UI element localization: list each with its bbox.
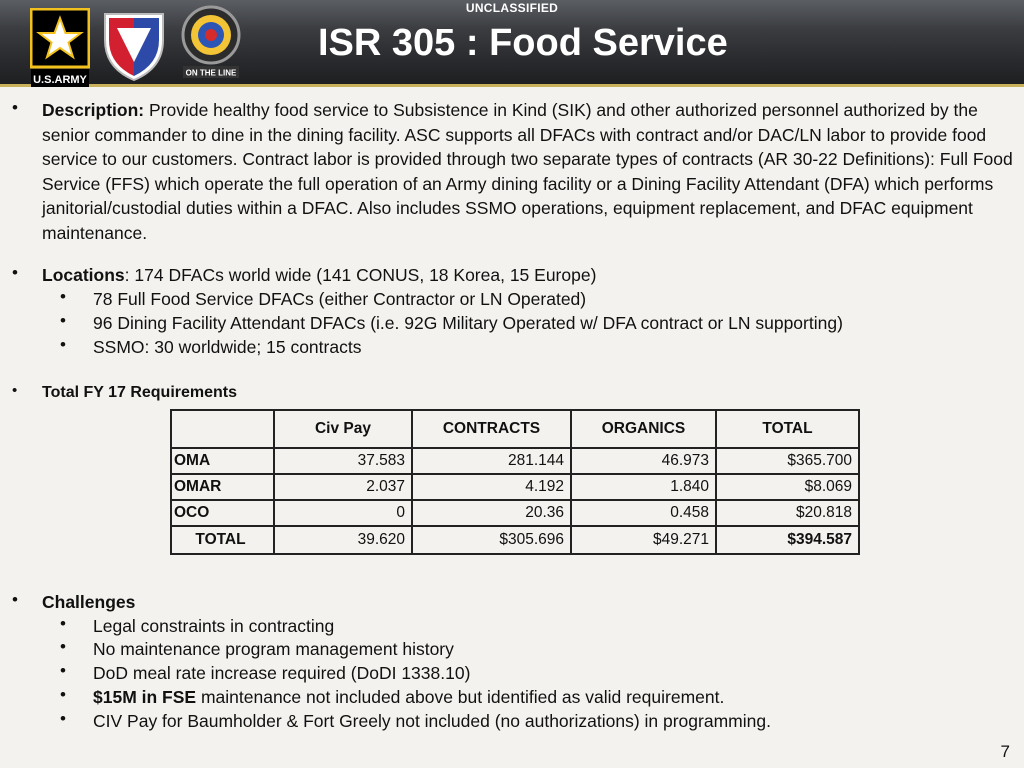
us-army-logo	[30, 8, 90, 88]
table-cell: 2.037	[274, 474, 412, 500]
bullet-icon: •	[60, 614, 66, 633]
bullet-icon: •	[12, 382, 18, 399]
table-cell: 46.973	[571, 448, 716, 474]
row-label: OCO	[171, 500, 274, 526]
page-title: ISR 305 : Food Service	[318, 22, 728, 64]
locations-label: Locations	[42, 265, 125, 285]
table-cell: 0	[274, 500, 412, 526]
command-shield-icon	[103, 10, 165, 82]
table-header-cell: ORGANICS	[571, 410, 716, 448]
locations-line	[42, 263, 1017, 288]
locations-text: : 174 DFACs world wide (141 CONUS, 18 Korea, 15 Europe)	[124, 265, 597, 285]
table-cell: $49.271	[571, 526, 716, 554]
row-label: OMA	[171, 448, 274, 474]
table-header-cell: Civ Pay	[274, 410, 412, 448]
table-header-cell: CONTRACTS	[412, 410, 571, 448]
bullet-icon: •	[60, 335, 66, 354]
table-cell: $8.069	[716, 474, 859, 500]
bullet-icon: •	[60, 709, 66, 728]
locations-item: 78 Full Food Service DFACs (either Contractor or LN Operated)	[93, 289, 587, 309]
header-bar	[0, 0, 1024, 87]
table-cell: 37.583	[274, 448, 412, 474]
requirements-table	[170, 409, 860, 555]
grand-total-cell: $394.587	[716, 526, 859, 554]
fse-text: maintenance not included above but identified as valid requirement.	[196, 687, 725, 707]
bullet-icon: •	[60, 311, 66, 330]
table-cell: $305.696	[412, 526, 571, 554]
bullet-icon: •	[60, 637, 66, 656]
bullet-icon: •	[60, 287, 66, 306]
asc-seal-icon	[180, 4, 242, 80]
bullet-icon: •	[12, 98, 18, 117]
table-header-cell: TOTAL	[716, 410, 859, 448]
fse-amount: $15M in FSE	[93, 687, 197, 707]
table-header-cell	[171, 410, 274, 448]
table-cell: 1.840	[571, 474, 716, 500]
requirements-label: Total FY 17 Requirements	[42, 384, 238, 401]
seal-text: ON THE LINE	[185, 68, 237, 78]
challenges-item-fse	[93, 685, 724, 709]
bullet-icon: •	[60, 685, 66, 704]
row-label: TOTAL	[171, 526, 274, 554]
table-total-row	[171, 526, 859, 554]
challenges-item: CIV Pay for Baumholder & Fort Greely not included (no authorizations) in programming.	[93, 711, 771, 731]
table-row	[171, 448, 859, 474]
bullet-icon: •	[60, 661, 66, 680]
table-cell: 20.36	[412, 500, 571, 526]
description-label: Description:	[42, 100, 145, 120]
page-number: 7	[1000, 742, 1010, 761]
challenges-item: DoD meal rate increase required (DoDI 1338.10)	[93, 663, 471, 683]
challenges-item: Legal constraints in contracting	[93, 616, 335, 636]
army-logo-text: U.S.ARMY	[33, 74, 87, 86]
challenges-label: Challenges	[42, 592, 136, 612]
table-header-row	[171, 410, 859, 448]
locations-item: SSMO: 30 worldwide; 15 contracts	[93, 337, 362, 357]
locations-item: 96 Dining Facility Attendant DFACs (i.e. 92G Military Operated w/ DFA contract or LN supporting)	[93, 313, 843, 333]
classification-banner: UNCLASSIFIED	[465, 1, 559, 15]
table-cell: 4.192	[412, 474, 571, 500]
table-row	[171, 500, 859, 526]
description-paragraph	[42, 98, 1017, 245]
bullet-icon: •	[12, 590, 18, 609]
table-cell: 281.144	[412, 448, 571, 474]
table-cell: 0.458	[571, 500, 716, 526]
challenges-item: No maintenance program management history	[93, 639, 454, 659]
table-cell: $20.818	[716, 500, 859, 526]
row-label: OMAR	[171, 474, 274, 500]
bullet-icon: •	[12, 263, 18, 282]
table-row	[171, 474, 859, 500]
table-cell: $365.700	[716, 448, 859, 474]
description-text: Provide healthy food service to Subsistence in Kind (SIK) and other authorized personnel authorized by the senior commander to dine in the dining facility. ASC supports all DFACs with contract and/or DAC/LN labor to provide food service to our customers. Contract labor is provided through two separate types of contracts (AR 30-22 Definitions): Full Food Service (FFS) which operate the full operation of an Army dining facility or a Dining Facility Attendant (DFA) which performs janitorial/custodial duties within a DFAC. Also includes SSMO operations, equipment replacement, and DFAC equipment maintenance.	[42, 100, 1013, 243]
table-cell: 39.620	[274, 526, 412, 554]
